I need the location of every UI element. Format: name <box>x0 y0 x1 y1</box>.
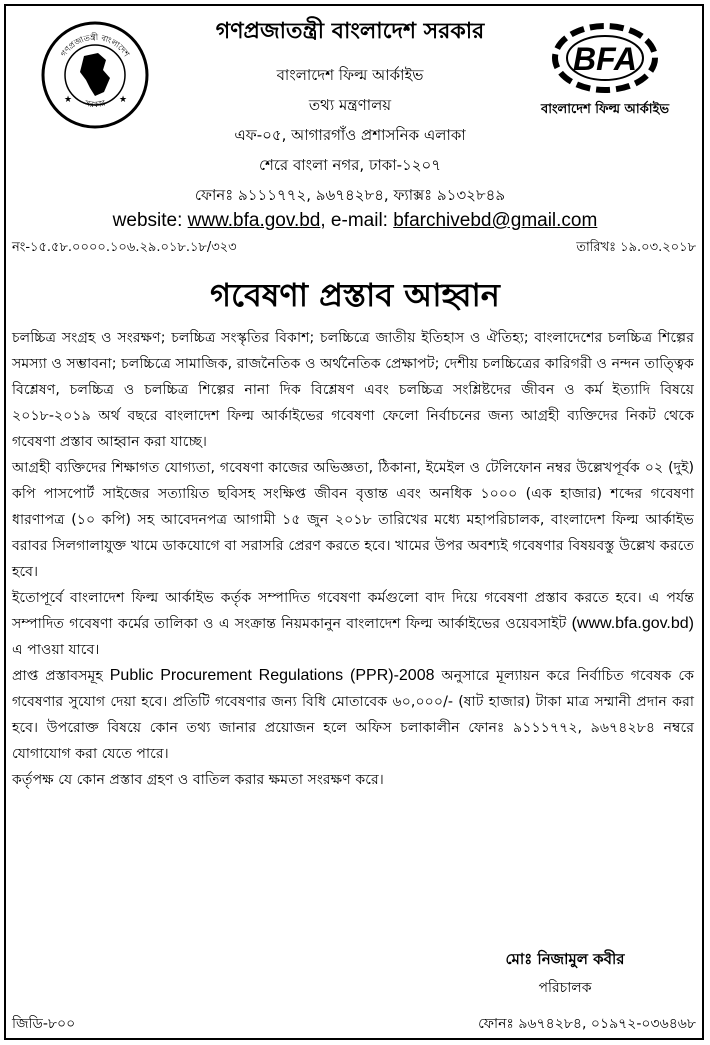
ppr-reference: Public Procurement Regulations (PPR)-2008 <box>109 667 435 684</box>
svg-text:★: ★ <box>119 95 128 105</box>
bfa-logo-caption: বাংলাদেশ ফিল্ম আর্কাইভ <box>540 102 670 117</box>
paragraph-3 <box>12 585 694 663</box>
svg-text:★: ★ <box>64 95 73 105</box>
ministry-name: তথ্য মন্ত্রণালয় <box>308 96 392 114</box>
reference-number: নং-১৫.৫৮.০০০০.১০৬.২৯.০১৮.১৮/৩২৩ <box>12 240 237 255</box>
paragraph-4 <box>12 663 694 767</box>
bfa-logo-mark: BFA <box>573 41 637 77</box>
signatory-name: মোঃ নিজামুল কবীর <box>505 950 625 968</box>
website-label: website: <box>112 210 188 231</box>
notice-body <box>12 325 694 793</box>
email-link[interactable]: bfarchivebd@gmail.com <box>393 210 598 231</box>
emblem-top-text: গণপ্রজাতন্ত্রী বাংলাদেশ <box>58 32 132 59</box>
organization-name: বাংলাদেশ ফিল্ম আর্কাইভ <box>276 66 424 84</box>
website-link[interactable]: www.bfa.gov.bd <box>187 210 321 231</box>
reference-date: তারিখঃ ১৯.০৩.২০১৮ <box>576 240 696 255</box>
paragraph-4-text-a: প্রাপ্ত প্রস্তাবসমূহ <box>12 668 110 684</box>
paragraph-1: চলচ্চিত্র সংগ্রহ ও সংরক্ষণ; চলচ্চিত্র সংস্কৃতির বিকাশ; চলচ্চিত্রে জাতীয় ইতিহাস ও ঐতিহ্য; বাংলাদেশের চলচ্চিত্র শিল্পের সমস্যা ও সম্ভাবনা; চলচ্চিত্রে সামাজিক, রাজনৈতিক ও অর্থনৈতিক প্রেক্ষাপট; দেশীয় চলচ্চিত্রের কারিগরী ও নন্দন তাত্ত্বিক বিশ্লেষণ, চলচ্চিত্র ও চলচ্চিত্র শিল্পের নানা দিক বিশ্লেষণ এবং চলচ্চিত্র সংশ্লিষ্টদের জীবন ও কর্ম ইত্যাদি বিষয়ে ২০১৮-২০১৯ অর্থ বছরে বাংলাদেশ ফিল্ম আর্কাইভের গবেষণা ফেলো নির্বাচনের জন্য আগ্রহী ব্যক্তিদের নিকট থেকে গবেষণা প্রস্তাব আহ্বান করা যাচ্ছে। <box>12 330 694 450</box>
paragraph-5: কর্তৃপক্ষ যে কোন প্রস্তাব গ্রহণ ও বাতিল করার ক্ষমতা সংরক্ষণ করে। <box>12 772 384 788</box>
notice-title: গবেষণা প্রস্তাব আহ্বান <box>210 276 500 314</box>
paragraph-3-text-b: এ পাওয়া যাবে। <box>12 642 100 658</box>
gd-code: জিডি-৮০০ <box>12 1016 76 1032</box>
email-label: , e-mail: <box>320 210 394 231</box>
website-reference-link[interactable]: (www.bfa.gov.bd) <box>571 615 694 632</box>
paragraph-3-text-a: ইতোপূর্বে বাংলাদেশ ফিল্ম আর্কাইভ কর্তৃক সম্পাদিত গবেষণা কর্মগুলো বাদ দিয়ে গবেষণা প্রস্তাব করতে হবে। এ পর্যন্ত সম্পাদিত গবেষণা কর্মের তালিকা ও এ সংক্রান্ত নিয়মকানুন বাংলাদেশ ফিল্ম আর্কাইভের ওয়েবসাইট <box>12 590 694 632</box>
address-line-2: শেরে বাংলা নগর, ঢাকা-১২০৭ <box>258 156 442 174</box>
paragraph-4-text-b: অনুসারে মূল্যায়ন করে নির্বাচিত গবেষক কে গবেষণার সুযোগ দেয়া হবে। প্রতিটি গবেষণার জন্য বিধি মোতাবেক ৬০,০০০/- (ষাট হাজার) টাকা মাত্র সম্মানী প্রদান করা হবে। উপরোক্ত বিষয়ে কোন তথ্য জানার প্রয়োজন হলে অফিস চলাকালীন ফোনঃ ৯১১১৭৭২, ৯৬৭৪২৮৪ নম্বরে যোগাযোগ করা যেতে পারে। <box>12 668 695 762</box>
signatory-designation: পরিচালক <box>538 980 592 996</box>
government-title: গণপ্রজাতন্ত্রী বাংলাদেশ সরকার <box>215 19 485 44</box>
address-line-1: এফ-০৫, আগারগাঁও প্রশাসনিক এলাকা <box>234 126 466 144</box>
contact-line <box>20 210 690 232</box>
footer-phone: ফোনঃ ৯৬৭৪২৮৪, ০১৯৭২-০৩৬৪৬৮ <box>478 1016 696 1032</box>
bfa-logo <box>540 20 670 120</box>
emblem-bottom-text: সরকার <box>83 98 107 110</box>
government-emblem <box>40 20 150 130</box>
svg-text:সরকার <box>83 98 107 109</box>
phone-fax-line: ফোনঃ ৯১১১৭৭২, ৯৬৭৪২৮৪, ফ্যাক্সঃ ৯১৩২৮৪৯ <box>194 186 506 204</box>
paragraph-2: আগ্রহী ব্যক্তিদের শিক্ষাগত যোগ্যতা, গবেষণা কাজের অভিজ্ঞতা, ঠিকানা, ইমেইল ও টেলিফোন নম্বর উল্লেখপূর্বক ০২ (দুই) কপি পাসপোর্ট সাইজের সত্যায়িত ছবিসহ সংক্ষিপ্ত জীবন বৃত্তান্ত এবং অনধিক ১০০০ (এক হাজার) শব্দের গবেষণা ধারণাপত্র (১০ কপি) সহ আবেদনপত্র আগামী ১৫ জুন ২০১৮ তারিখের মধ্যে মহাপরিচালক, বাংলাদেশ ফিল্ম আর্কাইভ বরাবর সিলগালাযুক্ত খামে ডাকযোগে বা সরাসরি প্রেরণ করতে হবে। খামের উপর অবশ্যই গবেষণার বিষয়বস্তু উল্লেখ করতে হবে। <box>12 460 694 580</box>
